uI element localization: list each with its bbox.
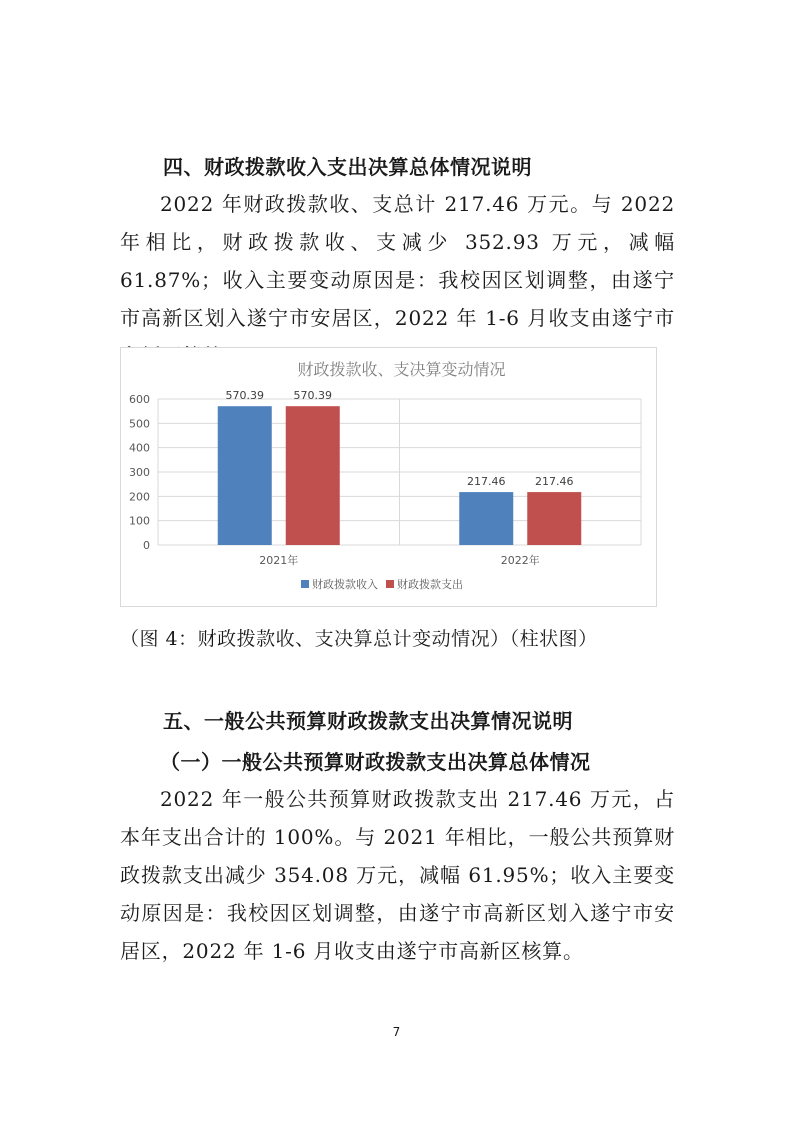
figure-caption: （图 4：财政拨款收、支决算总计变动情况）（柱状图） — [120, 628, 598, 650]
bar — [527, 492, 581, 545]
legend-swatch — [301, 580, 309, 588]
legend-label: 财政拨款支出 — [397, 578, 463, 591]
y-tick-label: 500 — [129, 417, 150, 431]
bar-chart — [120, 347, 657, 607]
y-tick-label: 600 — [129, 393, 150, 406]
section5-subheading: （一）一般公共预算财政拨款支出决算总体情况 — [160, 750, 591, 774]
page-number: 7 — [392, 1025, 401, 1039]
section5-paragraph: 2022 年一般公共预算财政拨款支出 217.46 万元，占本年支出合计的 100%。与 2021 年相比，一般公共预算财政拨款支出减少 354.08 万元，减幅 61.95%；收入主要变动原因是：我校因区划调整，由遂宁市高新区划入遂宁市安居区，2022 年 1-6 月收支由遂宁市高新区核算。 — [120, 787, 675, 963]
legend-swatch — [386, 580, 394, 588]
data-label: 217.46 — [467, 475, 506, 489]
bar — [218, 406, 272, 545]
section4-heading: 四、财政拨款收入支出决算总体情况说明 — [163, 155, 532, 179]
section5-heading: 五、一般公共预算财政拨款支出决算情况说明 — [163, 709, 573, 733]
y-tick-label: 400 — [129, 441, 150, 455]
y-tick-label: 200 — [129, 490, 150, 504]
x-tick-label: 2021年 — [259, 554, 299, 567]
bar — [286, 406, 340, 545]
y-tick-label: 100 — [129, 514, 150, 528]
data-label: 570.39 — [293, 389, 332, 403]
chart-title: 财政拨款收、支决算变动情况 — [297, 360, 506, 379]
bar-chart-svg — [121, 348, 656, 606]
y-tick-label: 300 — [129, 466, 150, 479]
y-tick-label: 0 — [143, 539, 150, 552]
data-label: 570.39 — [225, 389, 264, 403]
data-label: 217.46 — [535, 475, 574, 489]
bar — [459, 492, 513, 545]
section4-paragraph: 2022 年财政拨款收、支总计 217.46 万元。与 2022 年相比，财政拨款收、支减少 352.93 万元，减幅 61.87%；收入主要变动原因是：我校因区划调整，由遂宁市高新区划入遂宁市安居区，2022 年 1-6 月收支由遂宁市 — [120, 192, 675, 330]
legend-label: 财政拨款收入 — [312, 578, 378, 591]
x-tick-label: 2022年 — [500, 554, 540, 567]
